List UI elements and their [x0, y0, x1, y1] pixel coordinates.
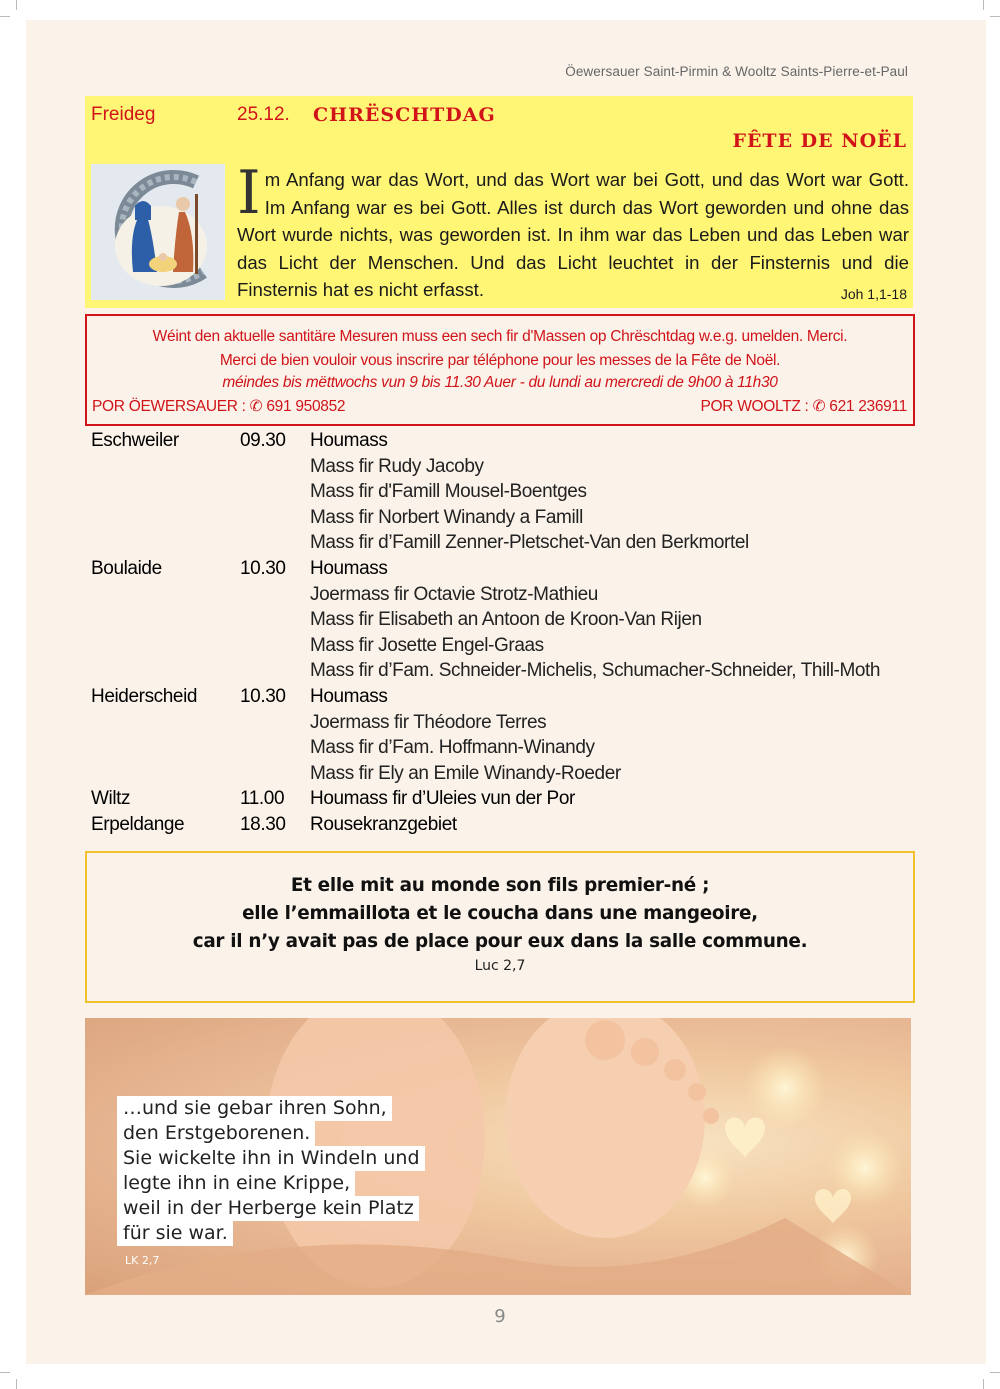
intention-text: Mass fir Norbert Winandy a Famill: [310, 506, 583, 528]
mass-intention: [91, 737, 921, 763]
schedule-row: [91, 558, 921, 584]
intention-text: Mass fir Ely an Emile Winandy-Roeder: [310, 762, 621, 784]
church-place: Boulaide: [91, 557, 162, 579]
feast-date: 25.12.: [237, 104, 290, 125]
intention-text: Joermass fir Théodore Terres: [310, 711, 547, 733]
quote-reference: Luc 2,7: [474, 958, 526, 974]
photo-reference: LK 2,7: [125, 1254, 160, 1267]
mass-type: Rousekranzgebiet: [310, 813, 457, 835]
schedule-row: [91, 430, 921, 456]
caption-line: für sie war.: [117, 1221, 233, 1246]
feast-title-lb: CHRËSCHTDAG: [313, 104, 496, 126]
schedule-row: [91, 686, 921, 712]
mass-intention: [91, 584, 921, 610]
parish-header: Öewersauer Saint-Pirmin & Wooltz Saints-Pierre-et-Paul: [565, 64, 908, 79]
gospel-body: m Anfang war das Wort, und das Wort war bei Gott, und das Wort war Gott. Im Anfang war es bei Gott. Alles ist durch das Wort geworden und ohne das Wort wurde nichts, was geworden ist. In ihm war das Leben und das Leben war das Licht der Menschen. Und das Licht leuchtet in der Finsternis und die Finsternis hat es nicht erfasst.: [237, 169, 909, 300]
mass-time: 11.00: [240, 788, 285, 810]
mass-intention: [91, 660, 921, 686]
church-place: Heiderscheid: [91, 685, 198, 707]
mass-time: 09.30: [240, 430, 286, 451]
mass-intention: [91, 532, 921, 558]
registration-notice: [85, 314, 915, 426]
intention-text: Mass fir Rudy Jacoby: [310, 455, 484, 477]
quote-line: car il n’y avait pas de place pour eux dans la salle commune.: [192, 931, 808, 952]
feast-box: [85, 96, 913, 308]
mass-type: Houmass: [310, 685, 388, 707]
mass-intention: [91, 763, 921, 789]
mass-intention: [91, 481, 921, 507]
intention-text: Mass fir d’Fam. Schneider-Michelis, Schumacher-Schneider, Thill-Moth: [310, 660, 881, 682]
intention-text: Mass fir d'Famill Mousel-Boentges: [310, 481, 587, 503]
church-place: Eschweiler: [91, 430, 179, 451]
nativity-icon: [91, 164, 225, 300]
feast-title-fr: FÊTE DE NOËL: [732, 130, 907, 152]
caption-line: Sie wickelte ihn in Windeln und: [117, 1146, 425, 1171]
phone-oewersauer: POR ÖEWERSAUER : ✆ 691 950852: [92, 398, 346, 415]
crop-mark: [16, 0, 27, 10]
mass-time: 10.30: [240, 557, 286, 579]
gospel-dropcap: I: [237, 158, 261, 228]
bible-quote-box: [85, 851, 915, 1003]
crop-mark: [990, 1362, 1000, 1373]
mass-schedule: [91, 430, 921, 840]
crop-mark: [0, 1362, 10, 1373]
crop-mark: [973, 1379, 984, 1389]
notice-hours: méindes bis mëttwochs vun 9 bis 11.30 Auer - du lundi au mercredi de 9h00 à 11h30: [222, 374, 778, 391]
mass-intention: [91, 456, 921, 482]
intention-text: Mass fir Josette Engel-Graas: [310, 634, 544, 656]
feast-day: Freideg: [91, 104, 156, 125]
schedule-row: [91, 788, 921, 814]
photo-caption: [117, 1096, 425, 1246]
crop-mark: [973, 0, 984, 10]
intention-text: Joermass fir Octavie Strotz-Mathieu: [310, 583, 598, 605]
mass-type: Houmass: [310, 557, 388, 579]
intention-text: Mass fir d’Famill Zenner-Pletschet-Van den Berkmortel: [310, 532, 749, 554]
crop-mark: [0, 16, 10, 27]
crop-mark: [16, 1379, 27, 1389]
mass-time: 18.30: [240, 813, 286, 835]
mass-intention: [91, 609, 921, 635]
caption-line: legte ihn in eine Krippe,: [117, 1171, 355, 1196]
mass-intention: [91, 712, 921, 738]
crop-mark: [990, 16, 1000, 27]
caption-line: weil in der Herberge kein Platz: [117, 1196, 419, 1221]
mass-type: Houmass fir d’Uleies vun der Por: [310, 788, 575, 810]
intention-text: Mass fir Elisabeth an Antoon de Kroon-Van Rijen: [310, 609, 702, 631]
gospel-reference: Joh 1,1-18: [840, 286, 907, 302]
mass-type: Houmass: [310, 430, 388, 451]
quote-line: elle l’emmaillota et le coucha dans une mangeoire,: [242, 903, 758, 924]
mass-intention: [91, 507, 921, 533]
mass-time: 10.30: [240, 685, 286, 707]
phone-wooltz: POR WOOLTZ : ✆ 621 236911: [700, 398, 907, 415]
church-place: Wiltz: [91, 788, 131, 810]
baby-feet-photo: [85, 1018, 911, 1295]
caption-line: den Erstgeborenen.: [117, 1121, 315, 1146]
caption-line: …und sie gebar ihren Sohn,: [117, 1096, 392, 1121]
mass-intention: [91, 635, 921, 661]
schedule-row: [91, 814, 921, 840]
quote-line: Et elle mit au monde son fils premier-né ;: [290, 875, 710, 896]
church-place: Erpeldange: [91, 813, 185, 835]
gospel-text: [237, 158, 909, 304]
intention-text: Mass fir d’Fam. Hoffmann-Winandy: [310, 737, 595, 759]
page-number: 9: [494, 1306, 506, 1327]
notice-line-fr: Merci de bien vouloir vous inscrire par téléphone pour les messes de la Fête de Noël.: [219, 352, 781, 369]
notice-line-lb: Wéint den aktuelle santitäre Mesuren muss een sech fir d'Massen op Chrëschtdag w.e.g. umelden. Merci.: [152, 328, 848, 345]
